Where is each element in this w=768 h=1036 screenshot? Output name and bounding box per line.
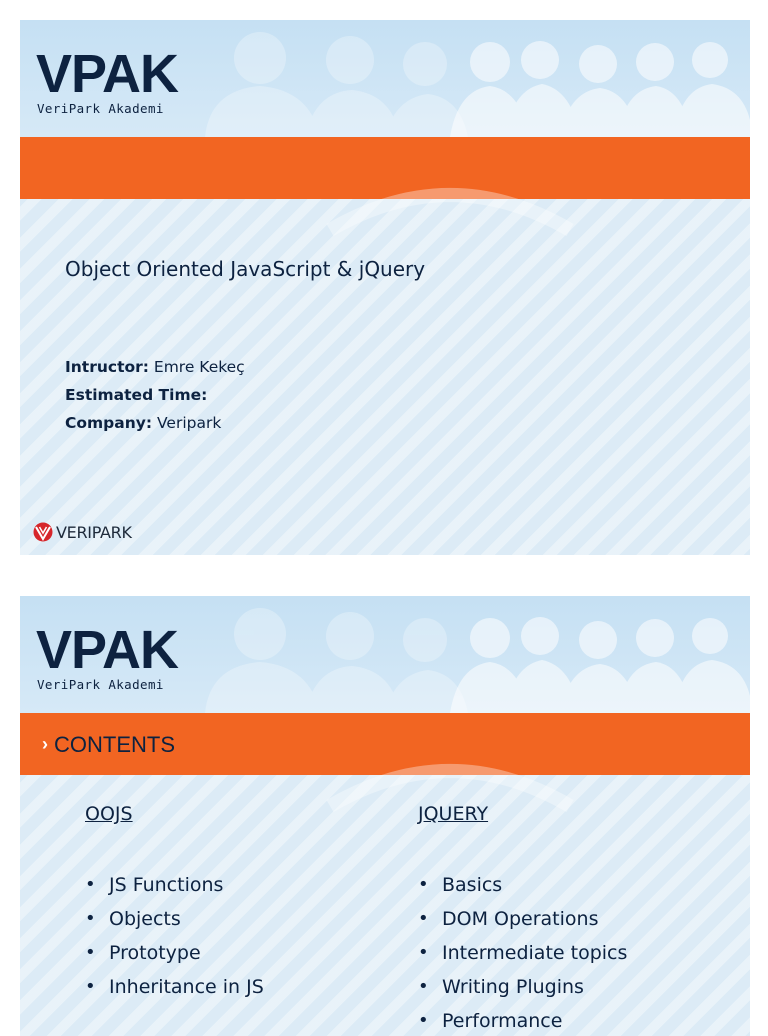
slide-header	[20, 20, 750, 137]
veripark-logo-icon	[33, 521, 53, 543]
list-item: • Prototype	[85, 936, 264, 970]
list-item: • JS Functions	[85, 868, 264, 902]
veripark-brand-text: VERIPARK	[56, 522, 132, 542]
instructor-label: Intructor:	[65, 358, 149, 376]
jquery-list	[418, 868, 627, 1036]
veripark-brand	[33, 520, 132, 544]
list-item: • Basics	[418, 868, 627, 902]
company-value: Veripark	[152, 414, 222, 432]
slide-header	[20, 596, 750, 713]
list-item: • Writing Plugins	[418, 970, 627, 1004]
oojs-list	[85, 868, 264, 1004]
company-label: Company:	[65, 414, 153, 432]
vpak-logo-subtitle: VeriPark Akademi	[37, 677, 164, 692]
contents-title	[42, 731, 175, 758]
contents-title-text: CONTENTS	[54, 732, 175, 757]
estimated-time-label: Estimated Time:	[65, 386, 208, 404]
instructor-line	[65, 358, 245, 376]
vpak-logo-title: VPAK	[36, 620, 179, 680]
list-item: • Objects	[85, 902, 264, 936]
list-item: • DOM Operations	[418, 902, 627, 936]
chevron-right-icon: ›	[42, 734, 48, 754]
company-line	[65, 414, 221, 432]
list-item: • Intermediate topics	[418, 936, 627, 970]
title-slide	[20, 20, 750, 555]
vpak-logo-subtitle: VeriPark Akademi	[37, 101, 164, 116]
list-item: • Inheritance in JS	[85, 970, 264, 1004]
contents-slide	[20, 596, 750, 1036]
jquery-heading: JQUERY	[418, 803, 489, 825]
list-item: • Performance	[418, 1004, 627, 1036]
oojs-heading: OOJS	[85, 803, 133, 825]
instructor-value: Emre Kekeç	[148, 358, 245, 376]
course-title: Object Oriented JavaScript & jQuery	[65, 257, 426, 281]
decorative-arc-graphic	[320, 170, 580, 260]
estimated-time-line	[65, 386, 207, 404]
vpak-logo-title: VPAK	[36, 44, 179, 104]
